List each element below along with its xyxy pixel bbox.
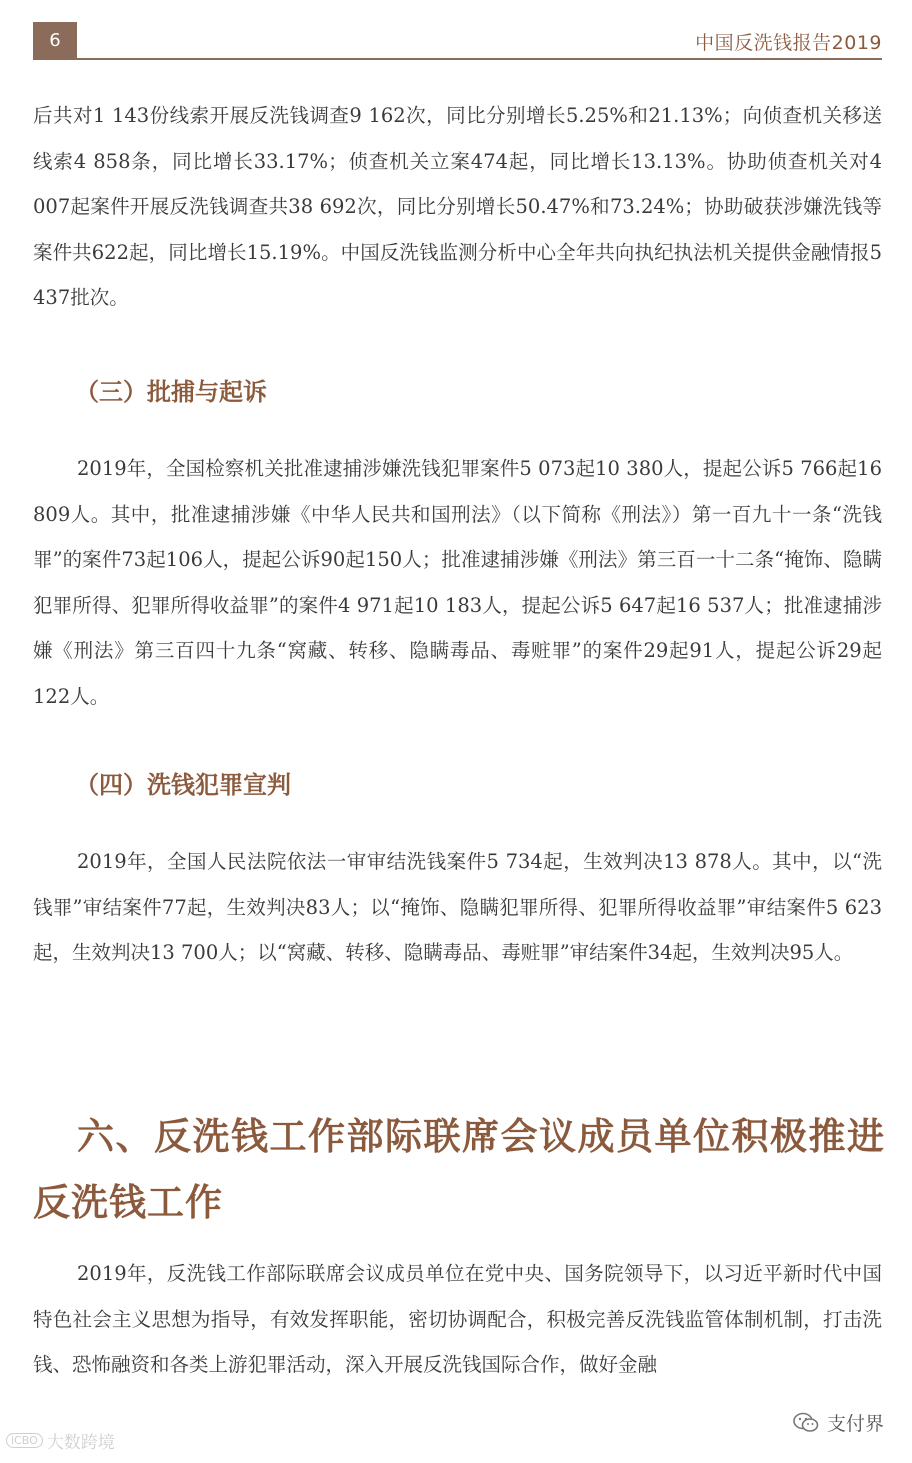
report-title: 中国反洗钱报告2019: [695, 32, 882, 54]
paragraph-sentencing: 2019年，全国人民法院依法一审审结洗钱案件5 734起，生效判决13 878人。其中，以“洗钱罪”审结案件77起，生效判决83人；以“掩饰、隐瞒犯罪所得、犯罪所得收益罪”审结案件5 623起，生效判决13 700人；以“窝藏、转移、隐瞒毒品、毒赃罪”审结案件34起，生效判决95人。: [33, 850, 882, 964]
paragraph-arrest-prosecution: 2019年，全国检察机关批准逮捕涉嫌洗钱犯罪案件5 073起10 380人，提起公诉5 766起16 809人。其中，批准逮捕涉嫌《中华人民共和国刑法》（以下简称《刑法》）第一百九十一条“洗钱罪”的案件73起106人，提起公诉90起150人；批准逮捕涉嫌《刑法》第三百一十二条“掩饰、隐瞒犯罪所得、犯罪所得收益罪”的案件4 971起10 183人，提起公诉5 647起16 537人；批准逮捕涉嫌《刑法》第三百四十九条“窝藏、转移、隐瞒毒品、毒赃罪”的案件29起91人，提起公诉29起122人。: [33, 457, 882, 708]
paragraph-intro: 后共对1 143份线索开展反洗钱调查9 162次，同比分别增长5.25%和21.13%；向侦查机关移送线索4 858条，同比增长33.17%；侦查机关立案474起，同比增长13.13%。协助侦查机关对4 007起案件开展反洗钱调查共38 692次，同比分别增长50.47%和73.24%；协助破获涉嫌洗钱等案件共622起，同比增长15.19%。中国反洗钱监测分析中心全年共向执纪执法机关提供金融情报5 437批次。: [33, 104, 882, 309]
paragraph-joint-meeting: 2019年，反洗钱工作部际联席会议成员单位在党中央、国务院领导下，以习近平新时代中国特色社会主义思想为指导，有效发挥职能，密切协调配合，积极完善反洗钱监管体制机制，打击洗钱、恐怖融资和各类上游犯罪活动，深入开展反洗钱国际合作，做好金融: [33, 1262, 882, 1376]
wechat-icon: [793, 1412, 819, 1434]
watermark-right-text: 支付界: [826, 1413, 884, 1435]
page-number: 6: [33, 22, 77, 60]
page-header: [33, 22, 882, 60]
section-heading-four: （四）洗钱犯罪宣判: [75, 771, 291, 799]
watermark-logo: iCBO: [6, 1433, 43, 1448]
watermark-right: [793, 1409, 884, 1436]
watermark-left: [6, 1428, 115, 1453]
section-heading-three: （三）批捕与起诉: [75, 378, 267, 406]
header-divider: [33, 58, 882, 60]
watermark-left-text: 大数跨境: [46, 1433, 115, 1453]
chapter-heading-six: 六、反洗钱工作部际联席会议成员单位积极推进反洗钱工作: [33, 1114, 885, 1224]
